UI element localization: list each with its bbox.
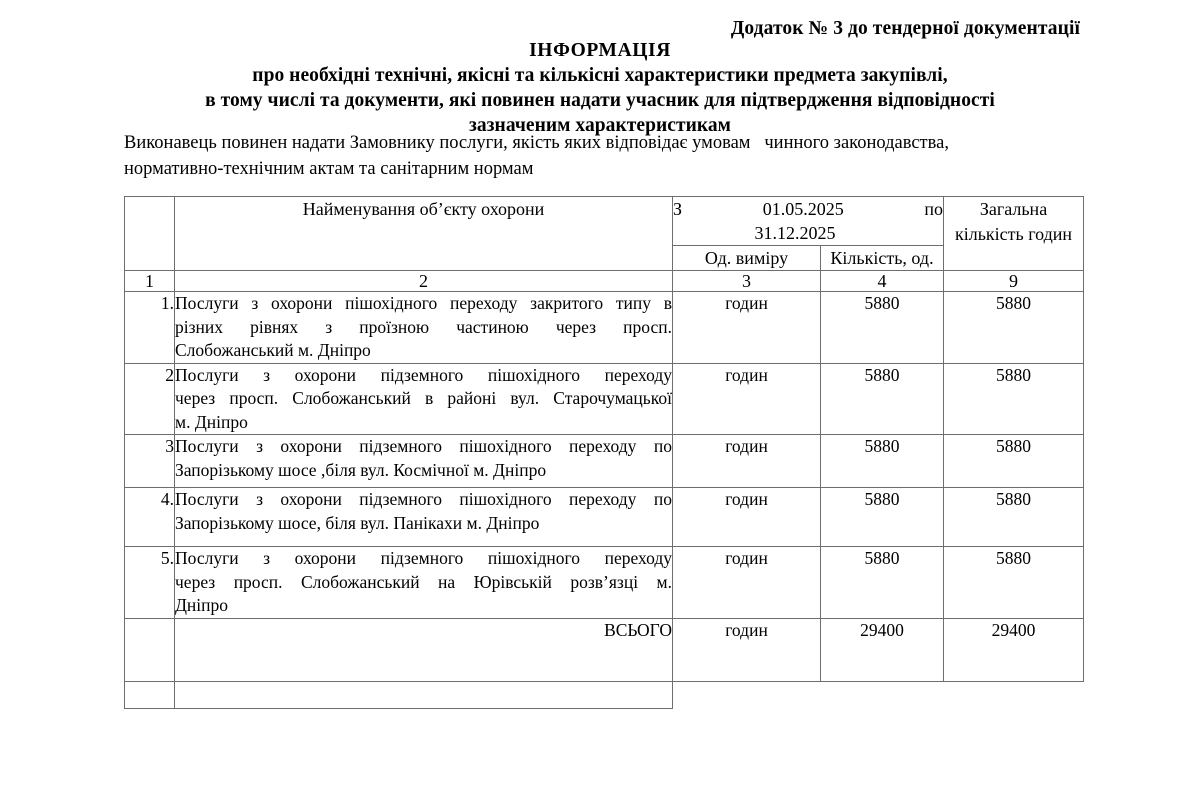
row-total-hours: 5880 [944,488,1084,547]
row-quantity: 5880 [821,292,944,364]
row-unit: годин [673,547,821,619]
document-title: ІНФОРМАЦІЯ [529,40,671,61]
trailing-cell-index [125,681,175,708]
trailing-cell-total [944,681,1084,708]
row-name-line: Запорізькому шосе ,біля вул. Космічної м. Дніпро [175,459,547,480]
header-cell-period [673,197,944,246]
header-cell-index [125,197,175,271]
row-total-hours: 5880 [944,363,1084,435]
document-heading [100,38,1100,138]
row-service-name [175,292,673,364]
header-period-to: 31.12.2025 [754,223,836,243]
row-quantity: 5880 [821,547,944,619]
intro-line-1: Виконавець повинен надати Замовнику послуги, якість яких відповідає умовам чинного законодавства, [124,133,949,153]
row-index: 1. [125,292,175,364]
table-column-number-row [125,271,1084,292]
totals-label: ВСЬОГО [175,618,673,681]
table-row [125,547,1084,619]
trailing-cell-unit [673,681,821,708]
column-number-9: 9 [944,271,1084,292]
intro-paragraph [124,131,1024,182]
header-cell-quantity: Кількість, од. [821,246,944,271]
row-name-line: різних рівнях з проїзною частиною через просп. [175,316,672,337]
column-number-1: 1 [125,271,175,292]
table-row [125,488,1084,547]
table-row [125,435,1084,488]
row-name-line: Послуги з охорони підземного пішохідного переходу [175,364,672,385]
row-name-line: Слобожанський м. Дніпро [175,340,371,360]
table-row [125,363,1084,435]
row-name-line: Запорізькому шосе, біля вул. Панікахи м. Дніпро [175,512,540,533]
totals-index-cell [125,618,175,681]
intro-line-2: нормативно-технічним актам та санітарним нормам [124,158,534,179]
row-unit: годин [673,292,821,364]
trailing-cell-quantity [821,681,944,708]
row-name-line: через просп. Слобожанський в районі вул. Старочумацької [175,388,672,408]
document-subtitle-line-1: про необхідні технічні, якісні та кількісні характеристики предмета закупівлі, [252,65,948,86]
totals-total-hours: 29400 [944,618,1084,681]
header-cell-name: Найменування об’єкту охорони [175,197,673,271]
document-subtitle-line-2: в тому числі та документи, які повинен надати учасник для підтвердження відповідності [205,90,995,111]
annex-reference: Додаток № 3 до тендерної документації [730,18,1080,39]
row-quantity: 5880 [821,363,944,435]
header-cell-total-hours: Загальна кількість годин [944,197,1084,271]
table-row [125,292,1084,364]
row-index: 2 [125,363,175,435]
row-index: 4. [125,488,175,547]
row-name-line: через просп. Слобожанський на Юрівській розв’язці м. [175,571,672,592]
column-number-4: 4 [821,271,944,292]
row-quantity: 5880 [821,488,944,547]
row-name-line: Послуги з охорони підземного пішохідного переходу по [175,489,672,509]
trailing-cell-name [175,681,673,708]
row-index: 5. [125,547,175,619]
header-cell-unit: Од. виміру [673,246,821,271]
row-name-line: Послуги з охорони підземного пішохідного переходу [175,548,672,568]
row-service-name [175,547,673,619]
totals-unit: годин [673,618,821,681]
row-quantity: 5880 [821,435,944,488]
table-head [125,197,1084,292]
row-name-line: Дніпро [175,595,229,615]
row-name-line: Послуги з охорони підземного пішохідного переходу по [175,436,672,456]
requirements-table [124,196,1084,709]
row-index: 3 [125,435,175,488]
table-body [125,292,1084,709]
row-service-name [175,363,673,435]
totals-quantity: 29400 [821,618,944,681]
table-totals-row [125,618,1084,681]
row-total-hours: 5880 [944,292,1084,364]
row-unit: годин [673,435,821,488]
table-trailing-row [125,681,1084,708]
document-subtitle-line-3: зазначеним характеристикам [468,115,732,136]
row-unit: годин [673,488,821,547]
row-name-line: Послуги з охорони пішохідного переходу закритого типу в [175,293,672,313]
column-number-2: 2 [175,271,673,292]
row-total-hours: 5880 [944,435,1084,488]
header-period-to-label: по [924,199,944,219]
header-period-from: З 01.05.2025 [673,199,844,219]
row-unit: годин [673,363,821,435]
row-service-name [175,488,673,547]
column-number-3: 3 [673,271,821,292]
table-header-row-main [125,197,1084,246]
row-service-name [175,435,673,488]
row-name-line: м. Дніпро [175,411,248,432]
row-total-hours: 5880 [944,547,1084,619]
requirements-table-wrapper [124,196,1083,709]
